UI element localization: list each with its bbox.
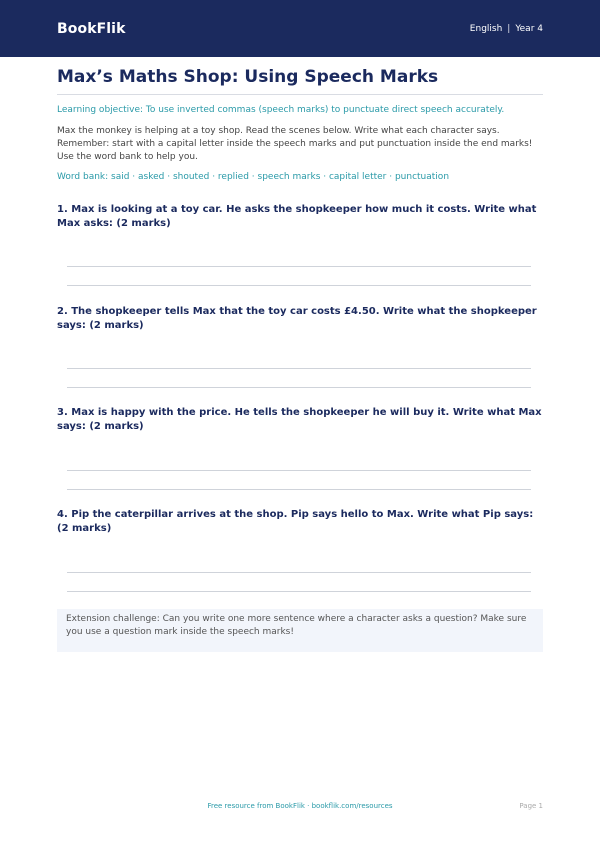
answer-line[interactable]: [67, 489, 531, 490]
instructions: Max the monkey is helping at a toy shop. Read the scenes below. Write what each character says. Remember: start with a capital letter inside the speech marks and put punctuation inside the end marks! Use the word bank to help you.: [57, 126, 533, 162]
worksheet-content: [57, 57, 543, 637]
page-footer: [57, 802, 543, 814]
answer-line[interactable]: [67, 285, 531, 286]
answer-line[interactable]: [67, 470, 531, 471]
question-4: [57, 508, 543, 536]
footer-link[interactable]: Free resource from BookFlik · bookflik.com/resources: [207, 802, 393, 810]
question-2-text: 2. The shopkeeper tells Max that the toy car costs £4.50. Write what the shopkeeper says: (2 marks): [57, 306, 537, 331]
extension-challenge: Extension challenge: Can you write one more sentence where a character asks a question? Make sure you use a question mark inside the speech marks!: [57, 609, 543, 652]
brand-logo[interactable]: BookFlik: [57, 20, 126, 37]
answer-line[interactable]: [67, 387, 531, 388]
page-title: Max’s Maths Shop: Using Speech Marks: [57, 67, 439, 87]
answer-line[interactable]: [67, 368, 531, 369]
question-3-text: 3. Max is happy with the price. He tells the shopkeeper he will buy it. Write what Max says: (2 marks): [57, 407, 542, 432]
page-header: [0, 0, 600, 57]
question-1-text: 1. Max is looking at a toy car. He asks the shopkeeper how much it costs. Write what Max asks: (2 marks): [57, 204, 537, 229]
page-number: Page 1: [519, 802, 543, 810]
answer-line[interactable]: [67, 266, 531, 267]
header-meta: [470, 24, 543, 34]
question-4-text: 4. Pip the caterpillar arrives at the shop. Pip says hello to Max. Write what Pip says: (2 marks): [57, 509, 534, 534]
learning-objective: Learning objective: To use inverted commas (speech marks) to punctuate direct speech accurately.: [57, 105, 505, 115]
answer-line[interactable]: [67, 572, 531, 573]
word-bank: Word bank: said · asked · shouted · replied · speech marks · capital letter · punctuation: [57, 172, 450, 182]
header-separator: |: [507, 23, 511, 34]
year-label: Year 4: [515, 23, 543, 34]
question-1: [57, 203, 543, 231]
question-3: [57, 406, 543, 434]
answer-line[interactable]: [67, 591, 531, 592]
title-divider: [57, 94, 543, 95]
subject-label: English: [469, 23, 503, 34]
question-2: [57, 305, 543, 333]
